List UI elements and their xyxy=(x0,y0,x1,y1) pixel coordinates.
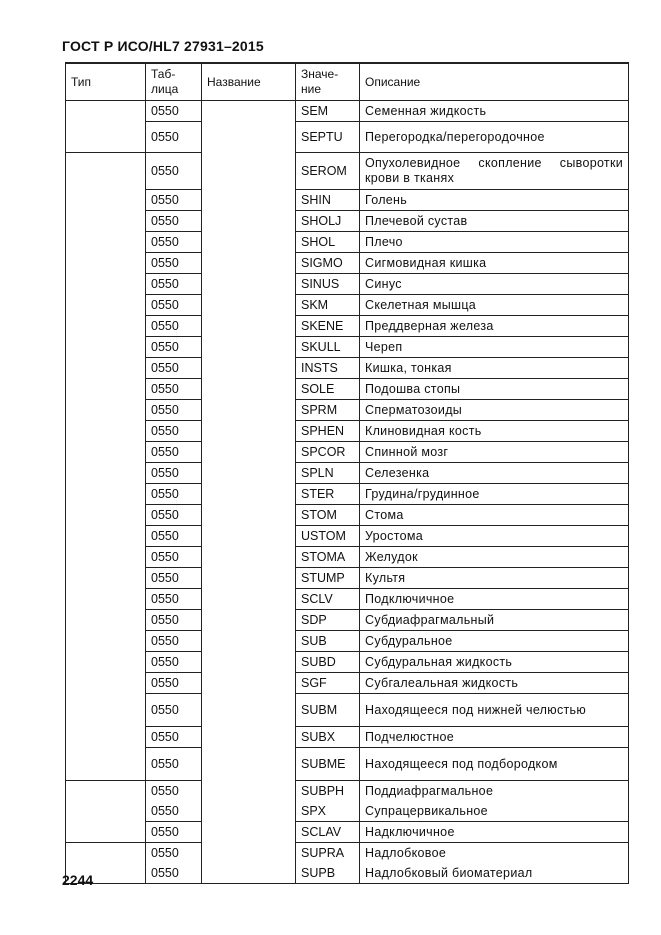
type-cell xyxy=(66,101,146,122)
description-cell: Плечевой сустав xyxy=(360,211,629,232)
description-cell: Спинной мозг xyxy=(360,442,629,463)
type-cell xyxy=(66,526,146,547)
value-cell: SUBPH xyxy=(296,781,360,802)
description-cell: Сперматозоиды xyxy=(360,400,629,421)
name-cell xyxy=(202,101,296,122)
type-cell xyxy=(66,232,146,253)
type-cell xyxy=(66,421,146,442)
table-row xyxy=(66,190,629,211)
description-cell: Находящееся под нижней челюстью xyxy=(360,694,629,727)
table-row xyxy=(66,337,629,358)
description-cell: Супрацервикальное xyxy=(360,801,629,822)
table-cell: 0550 xyxy=(146,568,202,589)
table-cell: 0550 xyxy=(146,153,202,190)
name-cell xyxy=(202,316,296,337)
name-cell xyxy=(202,253,296,274)
description-cell: Поддиафрагмальное xyxy=(360,781,629,802)
table-cell: 0550 xyxy=(146,694,202,727)
table-row xyxy=(66,122,629,153)
table-row xyxy=(66,781,629,802)
value-cell: INSTS xyxy=(296,358,360,379)
table-row xyxy=(66,610,629,631)
table-cell: 0550 xyxy=(146,421,202,442)
type-cell xyxy=(66,295,146,316)
name-cell xyxy=(202,358,296,379)
table-cell: 0550 xyxy=(146,589,202,610)
type-cell xyxy=(66,694,146,727)
name-cell xyxy=(202,631,296,652)
name-cell xyxy=(202,295,296,316)
value-cell: SHOL xyxy=(296,232,360,253)
type-cell xyxy=(66,442,146,463)
name-cell xyxy=(202,379,296,400)
table-row xyxy=(66,101,629,122)
value-cell: SOLE xyxy=(296,379,360,400)
table-cell: 0550 xyxy=(146,463,202,484)
value-cell: SEROM xyxy=(296,153,360,190)
table-row xyxy=(66,442,629,463)
description-cell: Подчелюстное xyxy=(360,727,629,748)
value-cell: SPLN xyxy=(296,463,360,484)
value-cell: SPHEN xyxy=(296,421,360,442)
type-cell xyxy=(66,610,146,631)
description-cell: Плечо xyxy=(360,232,629,253)
table-cell: 0550 xyxy=(146,484,202,505)
table-cell: 0550 xyxy=(146,379,202,400)
table-row xyxy=(66,568,629,589)
table-row xyxy=(66,358,629,379)
type-cell xyxy=(66,400,146,421)
table-row xyxy=(66,295,629,316)
value-cell: SHOLJ xyxy=(296,211,360,232)
table-cell: 0550 xyxy=(146,274,202,295)
header-name: Название xyxy=(202,63,296,101)
table-cell: 0550 xyxy=(146,863,202,884)
table-cell: 0550 xyxy=(146,232,202,253)
description-cell: Опухолевидное скопление сыворотки крови в тканях xyxy=(360,153,629,190)
value-cell: SUBME xyxy=(296,748,360,781)
type-cell xyxy=(66,211,146,232)
table-row xyxy=(66,589,629,610)
name-cell xyxy=(202,652,296,673)
value-cell: SKULL xyxy=(296,337,360,358)
table-cell: 0550 xyxy=(146,337,202,358)
table-row xyxy=(66,211,629,232)
table-cell: 0550 xyxy=(146,358,202,379)
value-cell: STOMA xyxy=(296,547,360,568)
type-cell xyxy=(66,781,146,802)
header-value: Значе- ние xyxy=(296,63,360,101)
type-cell xyxy=(66,568,146,589)
table-header-row xyxy=(66,63,629,101)
value-cell: SKM xyxy=(296,295,360,316)
table-cell: 0550 xyxy=(146,822,202,843)
name-cell xyxy=(202,122,296,153)
table-cell: 0550 xyxy=(146,190,202,211)
table-cell: 0550 xyxy=(146,295,202,316)
name-cell xyxy=(202,822,296,843)
description-cell: Желудок xyxy=(360,547,629,568)
table-row xyxy=(66,505,629,526)
table-row xyxy=(66,526,629,547)
type-cell xyxy=(66,801,146,822)
name-cell xyxy=(202,442,296,463)
value-cell: SCLAV xyxy=(296,822,360,843)
table-cell: 0550 xyxy=(146,211,202,232)
document-title: ГОСТ Р ИСО/HL7 27931–2015 xyxy=(62,38,264,54)
description-cell: Надключичное xyxy=(360,822,629,843)
value-cell: SHIN xyxy=(296,190,360,211)
table-row xyxy=(66,863,629,884)
table-row xyxy=(66,547,629,568)
name-cell xyxy=(202,673,296,694)
type-cell xyxy=(66,253,146,274)
table-row xyxy=(66,274,629,295)
name-cell xyxy=(202,748,296,781)
header-description: Описание xyxy=(360,63,629,101)
value-cell: STUMP xyxy=(296,568,360,589)
table-cell: 0550 xyxy=(146,400,202,421)
table-cell: 0550 xyxy=(146,673,202,694)
description-cell: Культя xyxy=(360,568,629,589)
table-cell: 0550 xyxy=(146,843,202,864)
value-cell: SUPB xyxy=(296,863,360,884)
table-cell: 0550 xyxy=(146,547,202,568)
table-cell: 0550 xyxy=(146,748,202,781)
name-cell xyxy=(202,153,296,190)
type-cell xyxy=(66,727,146,748)
table-row xyxy=(66,232,629,253)
description-cell: Субдуральное xyxy=(360,631,629,652)
name-cell xyxy=(202,463,296,484)
type-cell xyxy=(66,547,146,568)
type-cell xyxy=(66,589,146,610)
table-cell: 0550 xyxy=(146,316,202,337)
value-cell: SDP xyxy=(296,610,360,631)
name-cell xyxy=(202,694,296,727)
code-table xyxy=(65,62,629,884)
description-cell: Субгалеальная жидкость xyxy=(360,673,629,694)
table-row xyxy=(66,379,629,400)
type-cell xyxy=(66,484,146,505)
table-row xyxy=(66,153,629,190)
value-cell: SIGMO xyxy=(296,253,360,274)
description-cell: Надлобковый биоматериал xyxy=(360,863,629,884)
name-cell xyxy=(202,610,296,631)
value-cell: SGF xyxy=(296,673,360,694)
page-number: 2244 xyxy=(62,872,94,888)
description-cell: Клиновидная кость xyxy=(360,421,629,442)
type-cell xyxy=(66,822,146,843)
table-row xyxy=(66,748,629,781)
table-row xyxy=(66,253,629,274)
name-cell xyxy=(202,801,296,822)
description-cell: Подошва стопы xyxy=(360,379,629,400)
type-cell xyxy=(66,190,146,211)
type-cell xyxy=(66,463,146,484)
table-cell: 0550 xyxy=(146,442,202,463)
description-cell: Грудина/грудинное xyxy=(360,484,629,505)
header-table: Таб- лица xyxy=(146,63,202,101)
value-cell: SUBD xyxy=(296,652,360,673)
description-cell: Скелетная мышца xyxy=(360,295,629,316)
table-row xyxy=(66,727,629,748)
description-cell: Надлобковое xyxy=(360,843,629,864)
table-cell: 0550 xyxy=(146,101,202,122)
value-cell: SPRM xyxy=(296,400,360,421)
name-cell xyxy=(202,337,296,358)
description-cell: Находящееся под подбородком xyxy=(360,748,629,781)
value-cell: SKENE xyxy=(296,316,360,337)
table-cell: 0550 xyxy=(146,631,202,652)
type-cell xyxy=(66,274,146,295)
value-cell: USTOM xyxy=(296,526,360,547)
table-cell: 0550 xyxy=(146,781,202,802)
value-cell: SUB xyxy=(296,631,360,652)
name-cell xyxy=(202,843,296,864)
description-cell: Субдиафрагмальный xyxy=(360,610,629,631)
description-cell: Сигмовидная кишка xyxy=(360,253,629,274)
value-cell: SEPTU xyxy=(296,122,360,153)
name-cell xyxy=(202,211,296,232)
table-cell: 0550 xyxy=(146,652,202,673)
type-cell xyxy=(66,843,146,864)
type-cell xyxy=(66,316,146,337)
type-cell xyxy=(66,153,146,190)
name-cell xyxy=(202,505,296,526)
table-row xyxy=(66,400,629,421)
table-cell: 0550 xyxy=(146,610,202,631)
header-type: Тип xyxy=(66,63,146,101)
name-cell xyxy=(202,274,296,295)
table-row xyxy=(66,484,629,505)
name-cell xyxy=(202,526,296,547)
description-cell: Кишка, тонкая xyxy=(360,358,629,379)
description-cell: Стома xyxy=(360,505,629,526)
type-cell xyxy=(66,505,146,526)
name-cell xyxy=(202,421,296,442)
value-cell: SCLV xyxy=(296,589,360,610)
table-row xyxy=(66,673,629,694)
name-cell xyxy=(202,568,296,589)
type-cell xyxy=(66,379,146,400)
value-cell: SEM xyxy=(296,101,360,122)
name-cell xyxy=(202,190,296,211)
table-cell: 0550 xyxy=(146,801,202,822)
value-cell: SUPRA xyxy=(296,843,360,864)
description-cell: Перегородка/перегородочное xyxy=(360,122,629,153)
description-cell: Уростома xyxy=(360,526,629,547)
table-cell: 0550 xyxy=(146,526,202,547)
value-cell: STOM xyxy=(296,505,360,526)
description-cell: Селезенка xyxy=(360,463,629,484)
description-cell: Подключичное xyxy=(360,589,629,610)
value-cell: SPCOR xyxy=(296,442,360,463)
type-cell xyxy=(66,673,146,694)
table-row xyxy=(66,316,629,337)
name-cell xyxy=(202,863,296,884)
description-cell: Преддверная железа xyxy=(360,316,629,337)
value-cell: STER xyxy=(296,484,360,505)
table-cell: 0550 xyxy=(146,253,202,274)
table-row xyxy=(66,843,629,864)
table-row xyxy=(66,421,629,442)
type-cell xyxy=(66,652,146,673)
table-row xyxy=(66,463,629,484)
description-cell: Семенная жидкость xyxy=(360,101,629,122)
name-cell xyxy=(202,781,296,802)
name-cell xyxy=(202,400,296,421)
value-cell: SUBM xyxy=(296,694,360,727)
name-cell xyxy=(202,589,296,610)
description-cell: Субдуральная жидкость xyxy=(360,652,629,673)
type-cell xyxy=(66,337,146,358)
value-cell: SINUS xyxy=(296,274,360,295)
table-row xyxy=(66,801,629,822)
table-row xyxy=(66,694,629,727)
description-cell: Череп xyxy=(360,337,629,358)
table-cell: 0550 xyxy=(146,727,202,748)
description-cell: Голень xyxy=(360,190,629,211)
name-cell xyxy=(202,727,296,748)
name-cell xyxy=(202,232,296,253)
value-cell: SUBX xyxy=(296,727,360,748)
table-cell: 0550 xyxy=(146,122,202,153)
value-cell: SPX xyxy=(296,801,360,822)
table-row xyxy=(66,652,629,673)
table-row xyxy=(66,822,629,843)
type-cell xyxy=(66,358,146,379)
type-cell xyxy=(66,122,146,153)
table-cell: 0550 xyxy=(146,505,202,526)
name-cell xyxy=(202,547,296,568)
name-cell xyxy=(202,484,296,505)
description-cell: Синус xyxy=(360,274,629,295)
type-cell xyxy=(66,748,146,781)
table-row xyxy=(66,631,629,652)
type-cell xyxy=(66,631,146,652)
